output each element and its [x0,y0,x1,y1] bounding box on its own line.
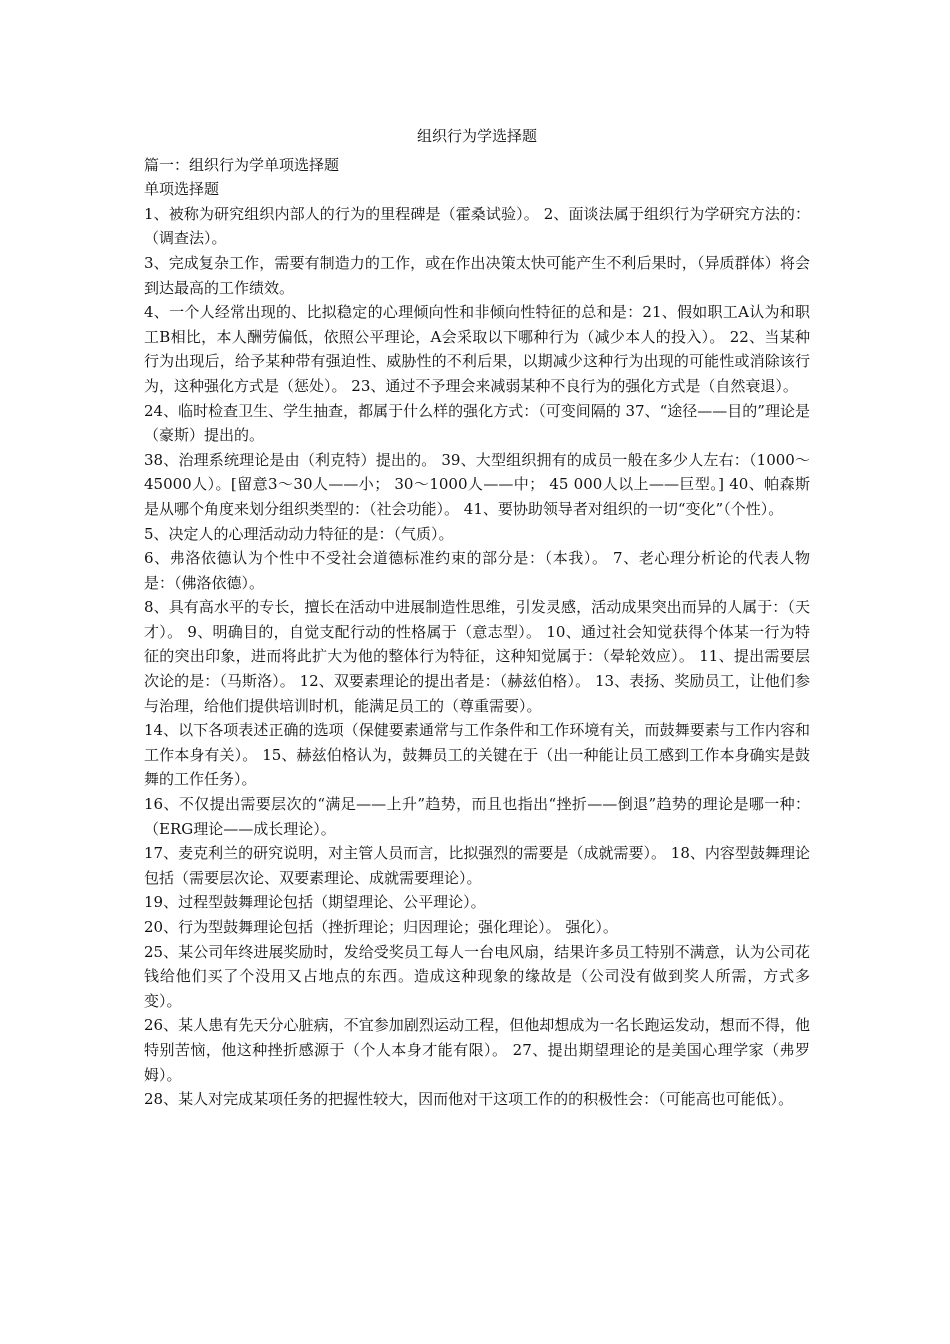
paragraph-q20: 20、行为型鼓舞理论包括（挫折理论；归因理论；强化理论）。 强化）。 [144,918,618,936]
paragraph-q25: 25、某公司年终进展奖励时，发给受奖员工每人一台电风扇，结果许多员工特别不满意，认为公司花钱给他们买了个没用又占地点的东西。造成这种现象的缘故是（公司没有做到奖人所需，方式多变）。 [144,942,810,1010]
document-title: 组织行为学选择题 [416,127,537,145]
paragraph-q5: 5、决定人的心理活动动力特征的是：（气质）。 [144,524,454,543]
paragraph-section-heading: 篇一：组织行为学单项选择题 [144,155,340,174]
paragraph-q6: 6、弗洛依德认为个性中不受社会道德标准约束的部分是：（本我）。 7、老心理分析论的代表人物是：（佛洛依德）。 [144,549,810,592]
paragraph-q38: 38、治理系统理论是由（利克特）提出的。 39、大型组织拥有的成员一般在多少人左右：（1000～45000人）。[留意3～30人——小； 30～1000人——中； 45 000人以上——巨型。] 40、帕森斯是从哪个角度来划分组织类型的：（社会功能）。 41、要协助领导者对组织的一切“变化”（个性）。 [144,450,810,518]
paragraph-subheading: 单项选择题 [144,180,220,199]
paragraph-q8: 8、具有高水平的专长，擅长在活动中进展制造性思维，引发灵感，活动成果突出而异的人属于：（天才）。 9、明确目的，自觉支配行动的性格属于（意志型）。 10、通过社会知觉获得个体某一行为特征的突出印象，进而将此扩大为他的整体行为特征，这种知觉属于：（晕轮效应）。 11、提出需要层次论的是：（马斯洛）。 12、双要素理论的提出者是：（赫兹伯格）。 13、表扬、奖励员工，让他们参与治理，给他们提供培训时机，能满足员工的（尊重需要）。 [144,598,810,715]
document-body [144,124,810,1112]
paragraph-q16: 16、不仅提出需要层次的“满足——上升”趋势，而且也指出“挫折——倒退”趋势的理论是哪一种：（ERG理论——成长理论）。 [144,795,810,838]
paragraph-q26: 26、某人患有先天分心脏病，不宜参加剧烈运动工程，但他却想成为一名长跑运发动，想而不得，他特别苦恼，他这种挫折感源于（个人本身才能有限）。 27、提出期望理论的是美国心理学家（弗罗姆）。 [144,1016,810,1084]
paragraph-q4: 4、一个人经常出现的、比拟稳定的心理倾向性和非倾向性特征的总和是：21、假如职工A认为和职工B相比，本人酬劳偏低，依照公平理论，A会采取以下哪种行为（减少本人的投入）。 22、当某种行为出现后，给予某种带有强迫性、威胁性的不利后果，以期减少这种行为出现的可能性或消除该行为，这种强化方式是（惩处）。 23、通过不予理会来减弱某种不良行为的强化方式是（自然衰退）。 [144,303,810,395]
paragraph-q14: 14、以下各项表述正确的选项（保健要素通常与工作条件和工作环境有关，而鼓舞要素与工作内容和工作本身有关）。 15、赫兹伯格认为，鼓舞员工的关键在于（出一种能让员工感到工作本身确实是鼓舞的工作任务）。 [144,721,810,789]
paragraph-q3: 3、完成复杂工作，需要有制造力的工作，或在作出决策太快可能产生不利后果时，（异质群体）将会到达最高的工作绩效。 [144,253,810,297]
paragraph-q28: 28、某人对完成某项任务的把握性较大，因而他对干这项工作的的积极性会：（可能高也可能低）。 [144,1090,794,1109]
paragraph-q19: 19、过程型鼓舞理论包括（期望理论、公平理论）。 [144,893,486,912]
paragraph-q24: 24、临时检查卫生、学生抽查，都属于什么样的强化方式：（可变间隔的 37、“途径——目的”理论是（豪斯）提出的。 [144,401,810,445]
paragraph-q1: 1、被称为研究组织内部人的行为的里程碑是（霍桑试验）。 2、面谈法属于组织行为学研究方法的：（调查法）。 [144,204,810,248]
paragraph-q17: 17、麦克利兰的研究说明，对主管人员而言，比拟强烈的需要是（成就需要）。 18、内容型鼓舞理论包括（需要层次论、双要素理论、成就需要理论）。 [144,844,810,887]
